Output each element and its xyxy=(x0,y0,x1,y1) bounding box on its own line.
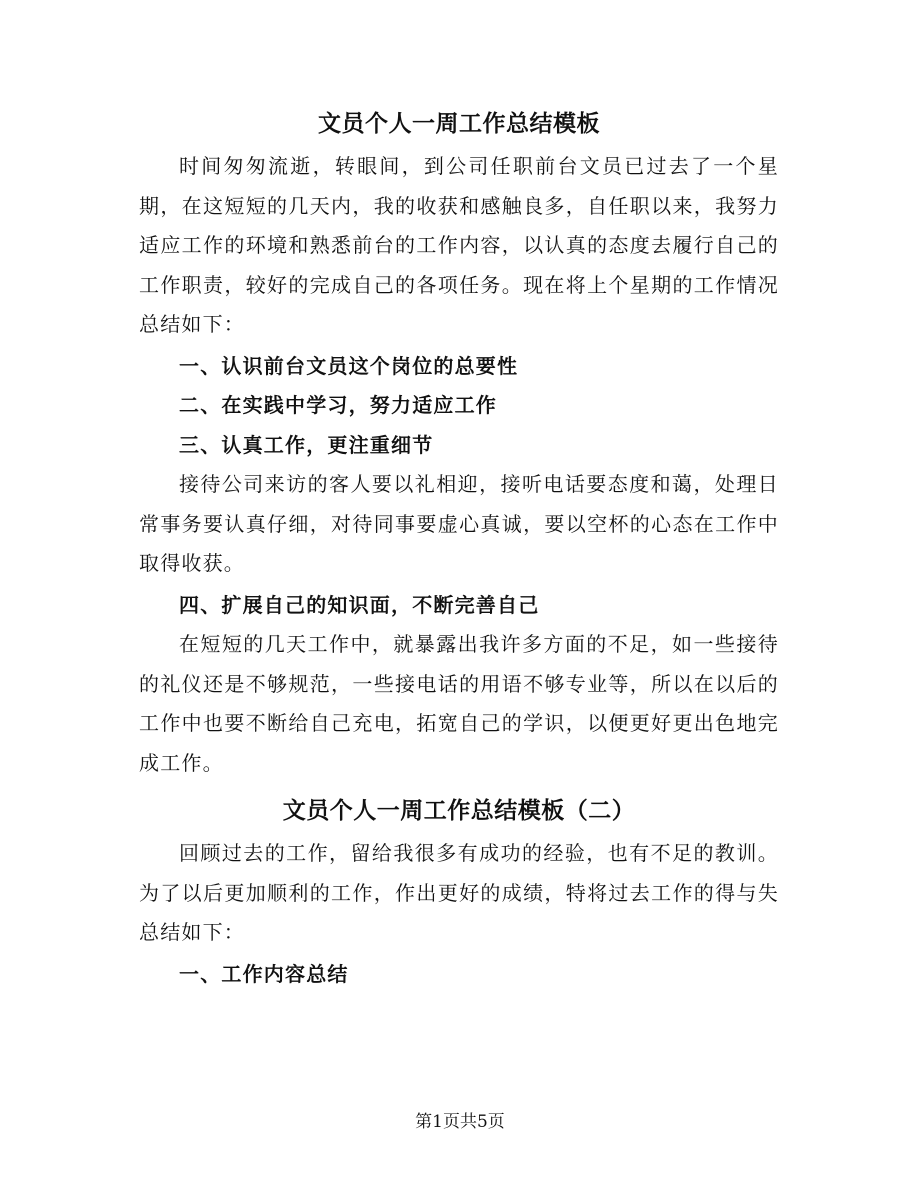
page-number-footer: 第1页共5页 xyxy=(415,1112,505,1132)
second-section-heading-1: 一、工作内容总结 xyxy=(179,961,349,986)
document-title: 文员个人一周工作总结模板 xyxy=(318,110,600,137)
section-3-paragraph: 接待公司来访的客人要以礼相迎，接听电话要态度和蔼，处理日常事务要认真仔细，对待同事要虚心真诚，要以空杯的心态在工作中取得收获。 xyxy=(139,472,779,575)
section-heading-4: 四、扩展自己的知识面，不断完善自己 xyxy=(179,592,540,617)
section-heading-2: 二、在实践中学习，努力适应工作 xyxy=(179,393,497,417)
section-heading-3: 三、认真工作，更注重细节 xyxy=(179,432,434,457)
second-document-title: 文员个人一周工作总结模板（二） xyxy=(282,797,636,824)
intro-paragraph: 时间匆匆流逝，转眼间，到公司任职前台文员已过去了一个星期，在这短短的几天内，我的收获和感触良多，自任职以来，我努力适应工作的环境和熟悉前台的工作内容，以认真的态度去履行自己的工作职责，较好的完成自己的各项任务。现在将上个星期的工作情况总结如下： xyxy=(139,154,779,336)
section-heading-1: 一、认识前台文员这个岗位的总要性 xyxy=(179,353,519,378)
document-body xyxy=(139,104,779,994)
section-4-paragraph: 在短短的几天工作中，就暴露出我许多方面的不足，如一些接待的礼仪还是不够规范，一些接电话的用语不够专业等，所以在以后的工作中也要不断给自己充电，拓宽自己的学识，以便更好更出色地完成工作。 xyxy=(139,632,779,775)
second-intro-paragraph: 回顾过去的工作，留给我很多有成功的经验，也有不足的教训。为了以后更加顺利的工作，作出更好的成绩，特将过去工作的得与失总结如下： xyxy=(139,841,779,944)
